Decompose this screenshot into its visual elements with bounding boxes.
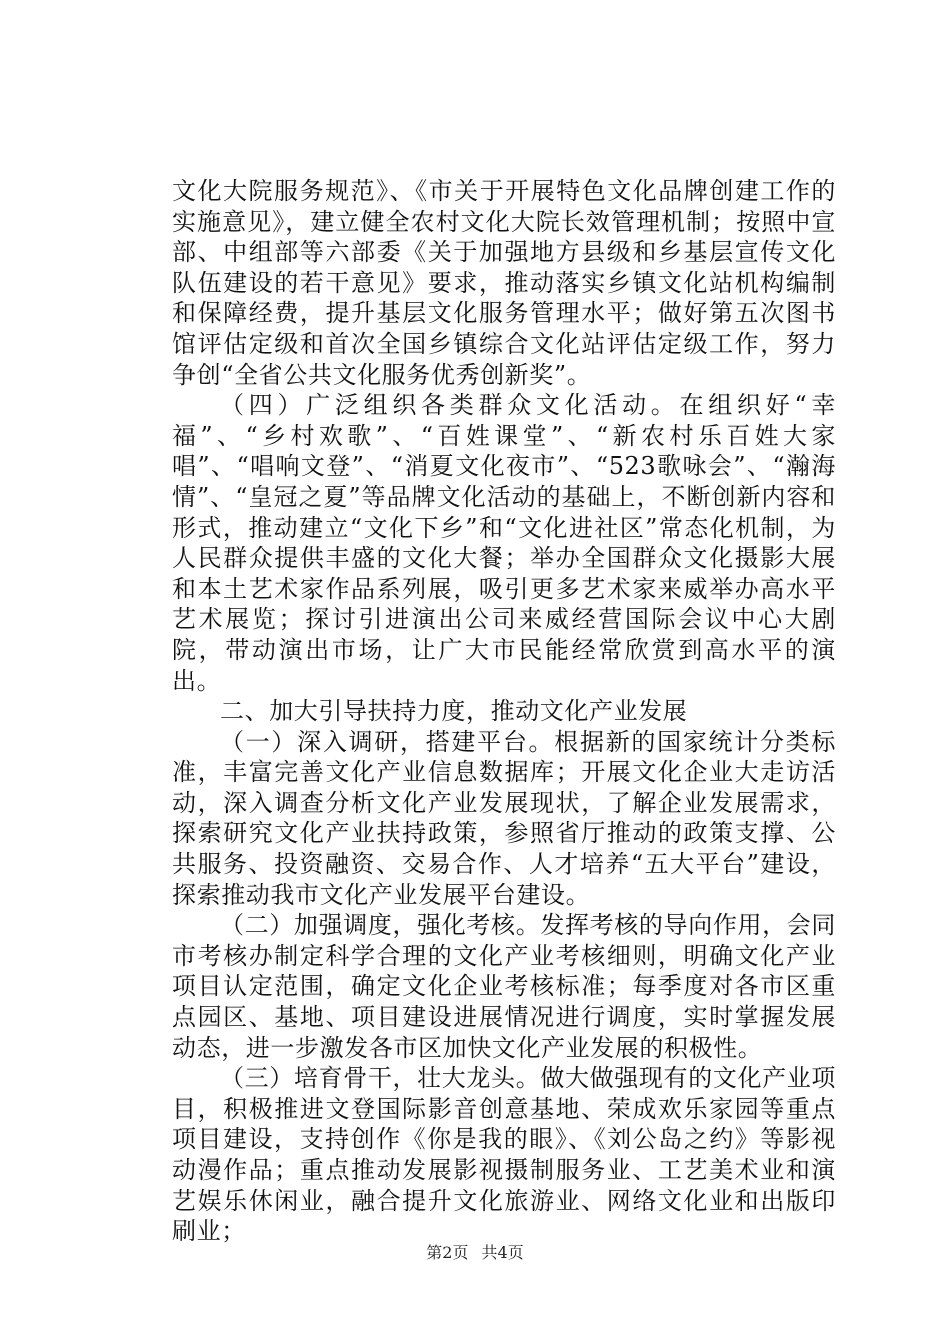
- page-number: 第2页: [426, 1243, 469, 1262]
- page-total: 共4页: [481, 1243, 524, 1262]
- document-body: [172, 176, 836, 1247]
- paragraph-research-platform: （一）深入调研，搭建平台。根据新的国家统计分类标准，丰富完善文化产业信息数据库；开展文化企业大走访活动，深入调查分析文化产业发展现状，了解企业发展需求，探索研究文化产业扶持政策，参照省厅推动的政策支撑、公共服务、投资融资、交易合作、人才培养“五大平台”建设，探索推动我市文化产业发展平台建设。: [172, 727, 836, 909]
- paragraph-mass-culture-activities: （四）广泛组织各类群众文化活动。在组织好“幸福”、“乡村欢歌”、“百姓课堂”、“新农村乐百姓大家唱”、“唱响文登”、“消夏文化夜市”、“523歌咏会”、“瀚海情”、“皇冠之夏”等品牌文化活动的基础上，不断创新内容和形式，推动建立“文化下乡”和“文化进社区”常态化机制，为人民群众提供丰盛的文化大餐；举办全国群众文化摄影大展和本土艺术家作品系列展，吸引更多艺术家来威举办高水平艺术展览；探讨引进演出公司来威经营国际会议中心大剧院，带动演出市场，让广大市民能经常欣赏到高水平的演出。: [172, 391, 836, 695]
- section-heading-culture-industry: 二、加大引导扶持力度，推动文化产业发展: [220, 697, 688, 726]
- paragraph-dispatch-assessment: （二）加强调度，强化考核。发挥考核的导向作用，会同市考核办制定科学合理的文化产业考核细则，明确文化产业项目认定范围，确定文化企业考核标准；每季度对各市区重点园区、基地、项目建设进展情况进行调度，实时掌握发展动态，进一步激发各市区加快文化产业发展的积极性。: [172, 911, 836, 1062]
- paragraph-cultivate-leaders: （三）培育骨干，壮大龙头。做大做强现有的文化产业项目，积极推进文登国际影音创意基地、荣成欢乐家园等重点项目建设，支持创作《你是我的眼》、《刘公岛之约》等影视动漫作品；重点推动发展影视摄制服务业、工艺美术业和演艺娱乐休闲业，融合提升文化旅游业、网络文化业和出版印刷业；: [172, 1064, 836, 1246]
- paragraph-continuation: 文化大院服务规范》、《市关于开展特色文化品牌创建工作的实施意见》，建立健全农村文化大院长效管理机制；按照中宣部、中组部等六部委《关于加强地方县级和乡基层宣传文化队伍建设的若干意见》要求，推动落实乡镇文化站机构编制和保障经费，提升基层文化服务管理水平；做好第五次图书馆评估定级和首次全国乡镇综合文化站评估定级工作，努力争创“全省公共文化服务优秀创新奖”。: [172, 177, 836, 389]
- page-footer: [0, 1240, 950, 1263]
